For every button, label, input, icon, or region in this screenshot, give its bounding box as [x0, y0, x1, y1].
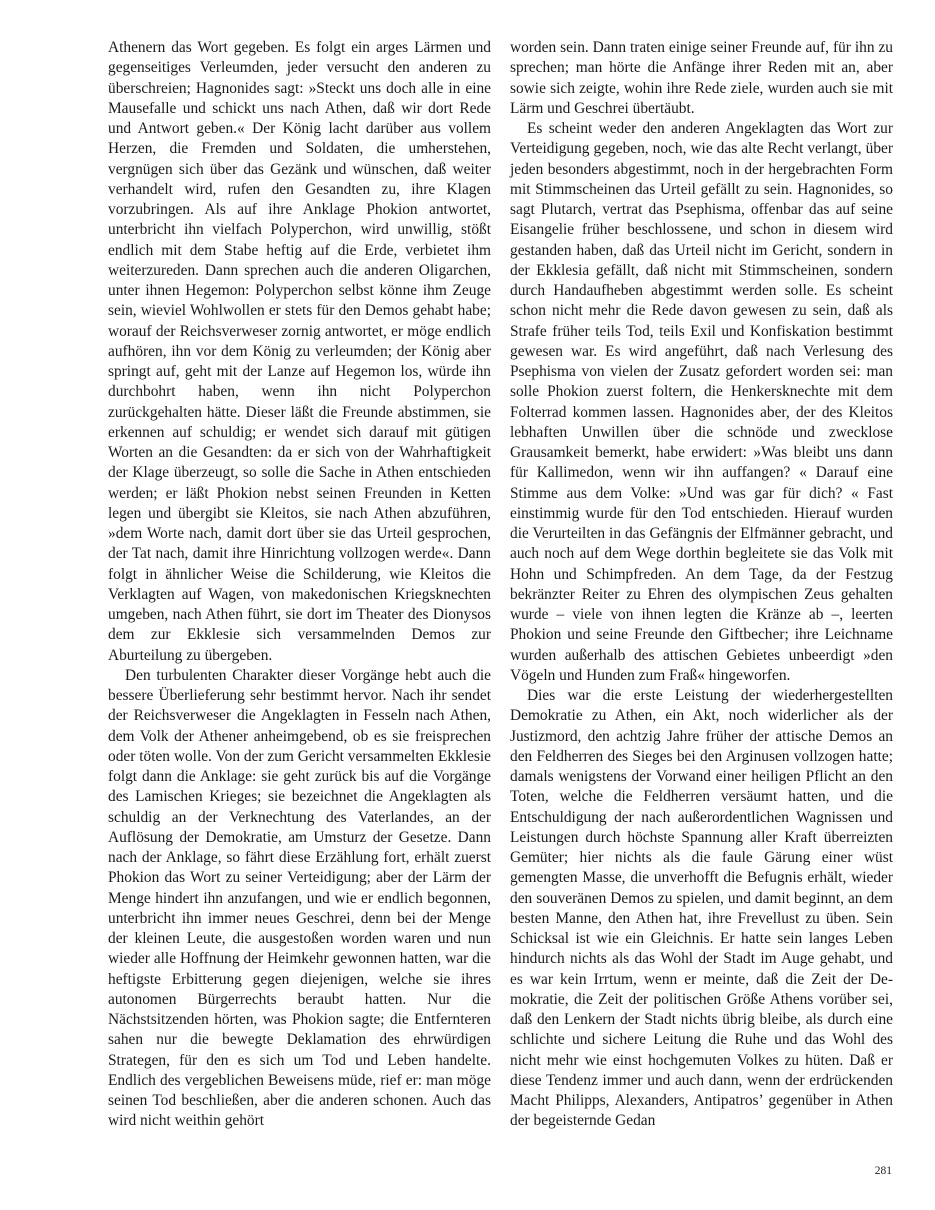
right-column	[510, 38, 893, 1132]
page-number: 281	[874, 1165, 892, 1177]
paragraph: Den turbulenten Charakter dieser Vorgänge hebt auch die bessere Überlieferung sehr bestimmt hervor. Nach ihr sendet der Reichsverweser die Angeklagten in Fesseln nach Athen, dem Volk der Athener anheimgebend, ob es sie freisprechen oder töten wolle. Von der zum Gericht versammelten Ekklesie folgt dann die Anklage: sie geht zurück bis auf die Vorgänge des Lamischen Krieges; sie bezeichnet die Angeklagten als schuldig an der Verknechtung des Vaterlandes, an der Auflösung der Demokratie, am Umsturz der Gesetze. Dann nach der Anklage, so fährt diese Erzählung fort, erhält zuerst Phokion das Wort zu seiner Verteidigung; aber der Lärm der Menge hindert ihn anzufangen, und wie er endlich begonnen, unterbricht ihn immer neues Geschrei, denn bei der Menge der kleinen Leute, die ausgestoßen worden waren und nun wieder alle Hoffnung der Heimkehr gewonnen hatten, war die heftigste Erbitterung gegen diejenigen, welche sie ihres autonomen Bürgerrechts beraubt hatten. Nur die Nächstsitzenden hörten, was Phokion sagte; die Entfernteren sahen nur die bewegte Deklamation des ehrwürdigen Strategen, für den es sich um Tod und Leben handelte. Endlich des vergeblichen Beweisens müde, rief er: man möge seinen Tod beschließen, aber die anderen schonen. Auch das wird nicht weithin gehört	[108, 666, 491, 1130]
left-column	[108, 38, 491, 1132]
paragraph: Es scheint weder den anderen Angeklagten das Wort zur Verteidigung gegeben, noch, wie das alte Recht verlangt, über jeden besonders abgestimmt, noch in der hergebrachten Form mit Stimmscheinen das Urteil gefällt zu sein. Hagnonides, so sagt Plutarch, vertrat das Psephisma, offenbar das auf seine Eisangelie früher beschlossene, und schon in diesem wird gestanden haben, daß das Urteil nicht im Gericht, sondern in der Ekklesia gefällt, daß nicht mit Stimmscheinen, sondern durch Handaufheben abgestimmt werden solle. Es scheint schon nicht mehr die Rede davon gewesen zu sein, daß als Strafe früher teils Tod, teils Exil und Konfiskation bestimmt gewesen war. Es wird angeführt, daß nach Verlesung des Psephisma von vielen der Zusatz gefordert worden sei: man solle Phokion zuerst foltern, die Henkersknechte mit dem Folterrad kommen lassen. Hagnonides aber, der des Kleitos lebhaften Unwillen über die schnöde und zwecklose Grausamkeit bemerkt, habe erwidert: »Was bleibt uns dann für Kallimedon, wenn wir ihn auffangen? « Darauf eine Stimme aus dem Volke: »Und was gar für dich? « Fast einstimmig wurde für den Tod entschieden. Hierauf wurden die Verurteilten in das Gefängnis der Elfmänner gebracht, und auch noch auf dem Wege dorthin begleitete sie das Volk mit Hohn und Schimpfreden. An dem Tage, da der Festzug bekränzter Reiter zu Ehren des olympischen Zeus gehalten wurde – viele von ihnen legten die Kränze ab –, leerten Phokion und seine Freunde den Giftbecher; ihre Leichname wurden außerhalb des attischen Gebietes unbeerdigt »den Vögeln und Hunden zum Fraß« hingeworfen.	[510, 120, 893, 684]
paragraph: Dies war die erste Leistung der wiederhergestellten Demokratie zu Athen, ein Akt, noch widerlicher als der Justizmord, den achtzig Jahre früher der attische Demos an den Feldherren des Sieges bei den Arginusen vollzogen hatte; damals wenigstens der Vorwand einer heiligen Pflicht an den Toten, welche die Feldherren versäumt hatten, und die Entschuldigung der nach außerordentlichen Wagnissen und Leistungen durch höchste Spannung aller Kraft überreizten Gemüter; hier nichts als die faule Gärung einer wüst gemengten Masse, die unverhofft die Befugnis erhält, wieder den souveränen Demos zu spielen, und damit beginnt, an dem besten Manne, den Athen hat, ihre Frevellust zu üben. Sein Schicksal ist wie ein Gleichnis. Er hatte sein langes Leben hindurch nichts als das Wohl der Stadt im Auge gehabt, und es war kein Irrtum, wenn er meinte, daß die Zeit der Demokratie, die Zeit der politischen Größe Athens vorüber sei, daß den Lenkern der Stadt nichts übrig bleibe, als durch eine schlichte und sichere Leitung die Ruhe und das Wohl des nicht mehr wie einst hochgemuten Volkes zu hüten. Daß er diese Tendenz immer und auch dann, wenn der erdrückenden Macht Philipps, Alexanders, Antipatros’ gegenüber in Athen der begeisternde Gedan	[510, 687, 893, 1130]
paragraph: Athenern das Wort gegeben. Es folgt ein arges Lärmen und gegenseitiges Verleumden, jeder versucht den anderen zu überschreien; Hagnonides sagt: »Steckt uns doch alle in eine Mausefalle und schickt uns nach Athen, daß wir dort Rede und Antwort geben.« Der König lacht darüber aus vollem Herzen, die Fremden und Soldaten, die umherstehen, vergnügen sich über das Gezänk und wünschen, daß weiter verhandelt wird, rufen den Gesandten zu, ihre Klagen vorzubringen. Als auf ihre Anklage Phokion antwortet, unterbricht ihn vielfach Polyperchon, wird unwillig, stößt endlich mit dem Stabe heftig auf die Erde, verbietet ihm weiterzureden. Dann sprechen auch die anderen Oligarchen, unter ihnen Hegemon: Polyperchon selbst könne ihm Zeuge sein, wieviel Wohlwollen er stets für den Demos gehabt habe; worauf der Reichsverweser zornig antwortet, er möge endlich aufhören, ihn vor dem König zu verleumden; der König aber springt auf, geht mit der Lanze auf Hegemon los, würde ihn durchbohrt haben, wenn ihn nicht Polyperchon zurückgehalten hätte. Dieser läßt die Freunde abstimmen, sie erkennen auf schuldig; er wendet sich darauf mit gütigen Worten an die Gesandten: da er sich von der Wahrhaftigkeit der Klage überzeugt, so solle die Sache in Athen entschieden werden; er läßt Phokion nebst seinen Freunden in Ketten legen und übergibt sie Kleitos, sie nach Athen abzuführen, »dem Worte nach, damit dort über sie das Urteil gesprochen, der Tat nach, damit ihre Hinrichtung vollzogen werde«. Dann folgt in ähnlicher Weise die Schilderung, wie Kleitos die Verklagten auf Wagen, von makedonischen Kriegsknechten umgeben, nach Athen führt, sie dort im Theater des Dionysos dem zur Ekklesie sich versammelnden Demos zur Aburteilung zu übergeben.	[108, 39, 491, 664]
paragraph: worden sein. Dann traten einige seiner Freunde auf, für ihn zu sprechen; man hörte die Anfänge ihrer Reden mit an, aber sowie sich zeigte, wohin ihre Rede ziele, wurden auch sie mit Lärm und Geschrei übertäubt.	[510, 39, 893, 117]
